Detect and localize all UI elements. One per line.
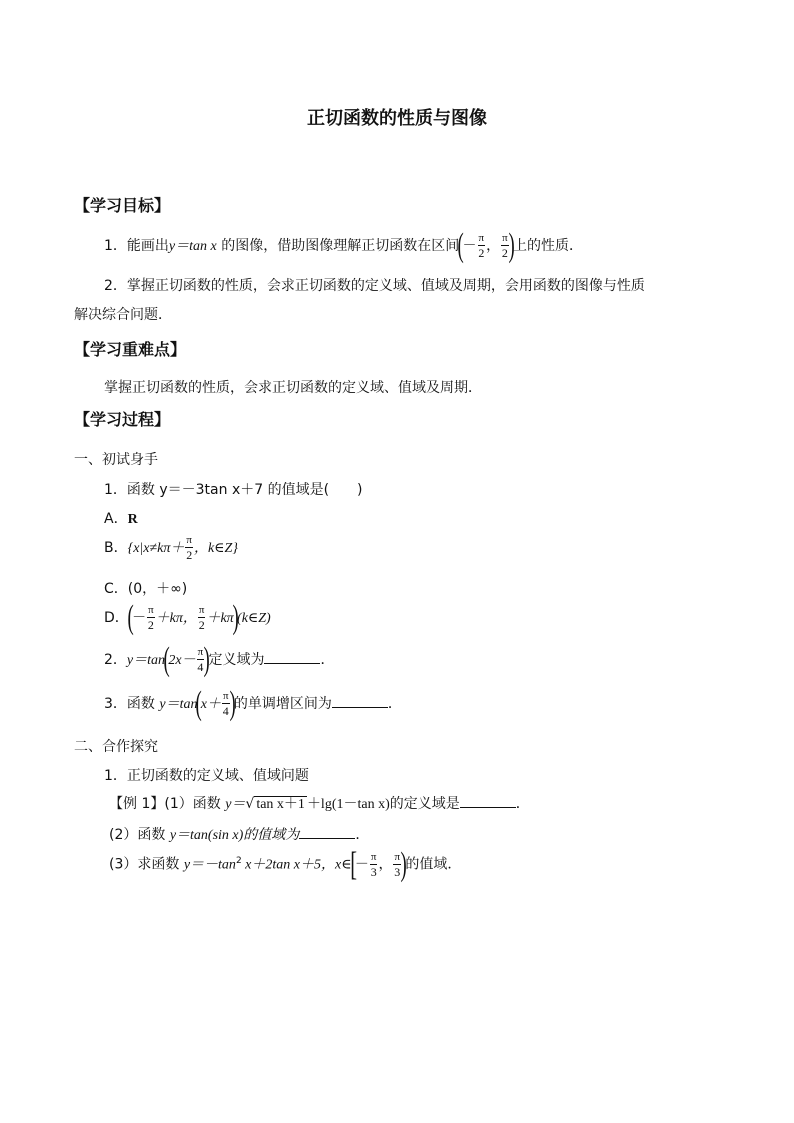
objective-item-2-line-1: 2．掌握正切函数的性质，会求正切函数的定义域、值域及周期，会用函数的图像与性质 — [104, 278, 645, 294]
fraction-pi-over-2: $\frac{\pi}{2}$ — [198, 604, 205, 632]
right-paren: ) — [508, 227, 515, 264]
example-1-part-1: 【例 1】(1）函数 y＝√ tan x＋1 ＋lg(1－tan x)的定义域是 ． — [109, 796, 530, 812]
left-paren: ( — [196, 685, 203, 722]
part2-heading: 二、合作探究 — [74, 739, 158, 755]
left-paren: ( — [127, 599, 134, 636]
fraction-pi-over-3: $\frac{\pi}{3}$ — [370, 850, 377, 879]
example-1-part-3: (3）求函数 $y=-\tan^2$ x＋2tan x＋5，x∈[－ $\frac{\pi}{3}$ ， $\frac{\pi}{3}$ )的值域． — [109, 845, 462, 883]
fraction-pi-over-4: $\frac{\pi}{4}$ — [197, 646, 204, 674]
answer-blank — [332, 695, 388, 708]
answer-blank — [299, 826, 355, 839]
process-heading: 【学习过程】 — [74, 410, 171, 429]
question-3: 3．函数 y＝tan(x＋ $\frac{\pi}{4}$ )的单调增区间为 ． — [104, 685, 402, 722]
key-points-text: 掌握正切函数的性质，会求正切函数的定义域、值域及周期． — [104, 380, 482, 396]
fraction-pi-over-2: $\frac{\pi}{2}$ — [478, 232, 485, 260]
left-paren: ( — [457, 227, 464, 264]
right-paren: ) — [203, 641, 210, 678]
subsection-1: 1．正切函数的定义域、值域问题 — [104, 768, 309, 784]
objective-item-2-line-2: 解决综合问题． — [74, 307, 172, 323]
fraction-pi-over-2: $\frac{\pi}{2}$ — [186, 534, 193, 562]
fraction-pi-over-2: $\frac{\pi}{2}$ — [147, 604, 154, 632]
page-title: 正切函数的性质与图像 — [307, 108, 487, 129]
option-b: B．{x|x≠kπ＋ $\frac{\pi}{2}$ ，k∈Z} — [104, 534, 238, 562]
right-paren: ) — [229, 685, 236, 722]
left-bracket: [ — [349, 845, 357, 883]
objectives-heading: 【学习目标】 — [74, 196, 171, 215]
option-a: A．R — [104, 511, 138, 527]
fraction-pi-over-3: $\frac{\pi}{3}$ — [394, 850, 401, 879]
objective-item-1: 1．能画出y＝tan x 的图像，借助图像理解正切函数在区间(－ $\frac{\pi}{2}$ ， $\frac{\pi}{2}$ )上的性质． — [104, 227, 583, 264]
example-1-part-2: (2）函数 y＝tan(sin x)的值域为 ． — [109, 827, 370, 843]
fraction-pi-over-4: $\frac{\pi}{4}$ — [222, 690, 229, 718]
right-paren: ) — [232, 599, 239, 636]
answer-blank — [264, 651, 320, 664]
answer-blank — [460, 795, 516, 808]
option-d: D．(－ $\frac{\pi}{2}$ ＋kπ， $\frac{\pi}{2}$ ＋kπ)(k∈Z) — [104, 599, 271, 636]
option-c: C．(0，＋∞) — [104, 581, 188, 597]
key-points-heading: 【学习重难点】 — [74, 340, 187, 359]
part1-heading: 一、初试身手 — [74, 452, 158, 468]
fraction-pi-over-2: $\frac{\pi}{2}$ — [501, 232, 508, 260]
left-paren: ( — [163, 641, 170, 678]
question-1: 1．函数 y＝－3tan x＋7 的值域是( ) — [104, 482, 363, 498]
question-2: 2．y＝tan(2x－ $\frac{\pi}{4}$ )定义域为 ． — [104, 641, 335, 678]
square-root: tan x＋1 — [256, 797, 305, 812]
right-paren: ) — [400, 845, 407, 883]
